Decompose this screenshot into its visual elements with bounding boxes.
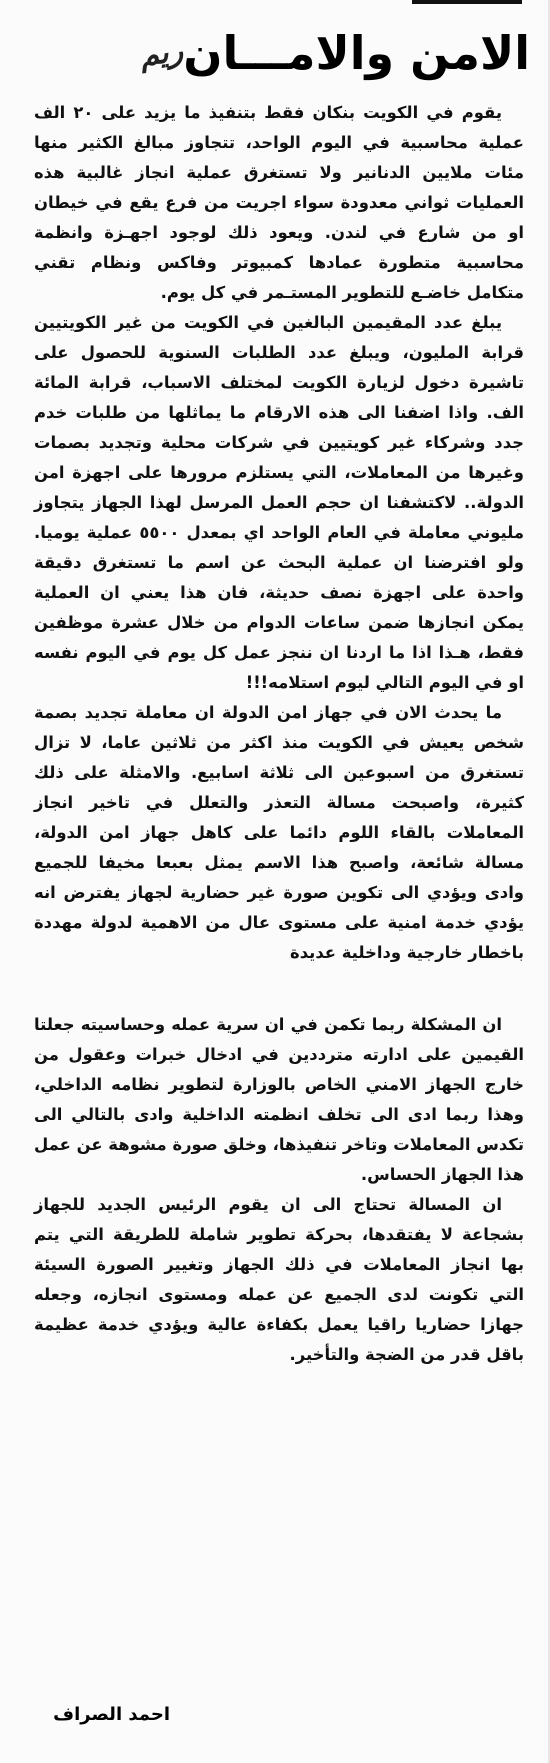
author-byline: احمد الصراف: [53, 1704, 170, 1725]
top-rule: [412, 0, 522, 4]
article-paragraph: يقوم في الكويت بنكان فقط بتنفيذ ما يزيد على ٢٠ الف عملية محاسبية في اليوم الواحد، تتجاوز مبالغ الكثير منها مئات ملايين الدنانير ولا تستغرق عملية انجاز غالبية هذه العمليات ثواني معدودة سواء اجريت من فرع يقع في خيطان او من شارع في لندن. ويعود ذلك لوجود اجهـزة وانظمة محاسبية متطورة عمادها كمبيوتر وفاكس ونظام تقني متكامل خاضـع للتطوير المستـمر في كل يوم.: [34, 103, 524, 302]
article-paragraph: ان المسالة تحتاج الى ان يقوم الرئيس الجديد للجهاز بشجاعة لا يفتقدها، بحركة تطوير شاملة للطريقة التي يتم بها انجاز المعاملات في ذلك الجهاز وتغيير الصورة السيئة التي تكونت لدى الجميع عن عمله ومستوى انجازه، وجعله جهازا حضاريا راقيا يعمل بكفاءة عالية ويؤدي خدمة عظيمة باقل قدر من الضجة والتأخير.: [34, 1195, 524, 1364]
article-paragraph: يبلغ عدد المقيمين البالغين في الكويت من غير الكويتيين قرابة المليون، ويبلغ عدد الطلبات السنوية للحصول على تاشيرة دخول لزيارة الكويت لمختلف الاسباب، قرابة المائة الف. واذا اضفنا الى هذه الارقام ما يماثلها من طلبات خدم جدد وشركاء غير كويتيين في شركات محلية وتجديد بصمات وغيرها من المعاملات، التي يستلزم مرورها على اجهزة امن الدولة.. لاكتشفنا ان حجم العمل المرسل لهذا الجهاز يتجاوز مليوني معاملة في العام الواحد اي بمعدل ٥٥٠٠ عملية يوميا. ولو افترضنا ان عملية البحث عن اسم ما تستغرق دقيقة واحدة على اجهزة نصف حديثة، فان هذا يعني ان العملية يمكن انجازها ضمن ساعات الدوام من خلال عشرة موظفين فقط، هـذا اذا ما اردنا ان ننجز عمل كل يوم في اليوم نفسه او في اليوم التالي ليوم استلامه!!!: [34, 313, 524, 692]
article-body: [34, 98, 524, 1370]
column-kicker: ريم: [138, 32, 186, 74]
paragraph-gap: [34, 968, 524, 1010]
article-title: الامن والامـــان: [183, 26, 530, 80]
article-paragraph: ان المشكلة ربما تكمن في ان سرية عمله وحساسيته جعلتا القيمين على ادارته مترددين في ادخال خبرات وعقول من خارج الجهاز الامني الخاص بالوزارة لتطوير نظامه الداخلي، وهذا ربما ادى الى تخلف انظمته الداخلية وادى بالتالي الى تكدس المعاملات وتاخر تنفيذها، وخلق صورة مشوهة عن عمل هذا الجهاز الحساس.: [34, 1015, 524, 1184]
column-header: [70, 18, 530, 88]
article-paragraph: ما يحدث الان في جهاز امن الدولة ان معاملة تجديد بصمة شخص يعيش في الكويت منذ اكثر من ثلاثين عاما، لا تزال تستغرق من اسبوعين الى ثلاثة اسابيع. والامثلة على ذلك كثيرة، واصبحت مسالة التعذر والتعلل في تاخير انجاز المعاملات بالقاء اللوم دائما على كاهل جهاز امن الدولة، مسالة شائعة، واصبح هذا الاسم يمثل بعبعا مخيفا للجميع وادى ويؤدي الى تكوين صورة غير حضارية لجهاز يفترض انه يؤدي خدمة امنية على مستوى عال من الاهمية لدولة مهددة باخطار خارجية وداخلية عديدة: [34, 703, 524, 962]
